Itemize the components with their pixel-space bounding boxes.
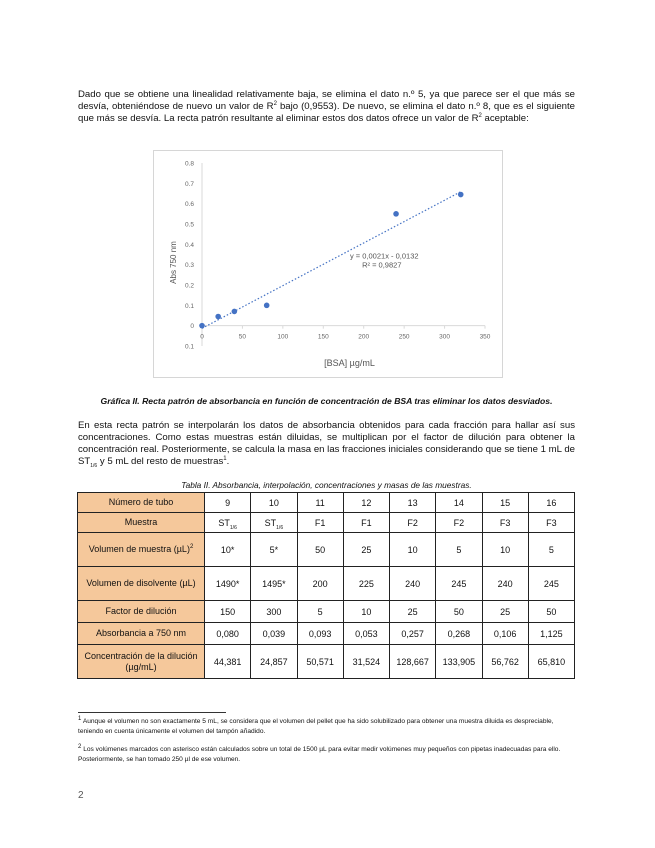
table-cell — [390, 645, 436, 679]
table-cell — [205, 645, 251, 679]
r2-superscript: 2 — [478, 112, 482, 119]
row-header-label: Volumen de muestra (µL) — [88, 544, 190, 554]
row-header — [78, 601, 205, 623]
results-table — [77, 492, 575, 679]
cell-value: 12 — [361, 497, 372, 508]
cell-value: 50 — [546, 606, 557, 617]
cell-value: 0,257 — [401, 628, 424, 639]
chart-canvas — [154, 151, 502, 377]
cell-value: 56,762 — [491, 656, 519, 667]
y-axis-label: Abs 750 nm — [169, 241, 178, 284]
table-cell — [297, 513, 343, 533]
footnote-text: Aunque el volumen no son exactamente 5 mL, se considera que el volumen del pellet que ha sido solubilizado para obtener una muestra diluida es despreciable, teniendo en cuenta únicamente el volumen del tampón añadido. — [78, 718, 554, 735]
table-cell — [343, 601, 389, 623]
row-header — [78, 513, 205, 533]
table-cell — [482, 533, 528, 567]
cell-value: F2 — [453, 517, 465, 528]
table-cell — [390, 567, 436, 601]
table-caption: Tabla II. Absorbancia, interpolación, concentraciones y masas de las muestras. — [181, 480, 472, 490]
cell-value: 1490* — [215, 578, 240, 589]
paragraph-2-text: En esta recta patrón se interpolarán los datos de absorbancia obtenidos para cada fracción para hallar así sus concentraciones. Como estas muestras están diluidas, se multiplican por el factor de dilución para obtener la concentración real. Posteriormente, se calcula la masa en las fracciones iniciales considerando que se tiene 1 mL de ST — [78, 420, 575, 467]
table-cell — [297, 493, 343, 513]
intro-text-1: Dado que se obtiene una linealidad relativamente baja, se elimina el dato n.º 5, ya que parece ser el que más se desvía, obteniéndose de nuevo un valor de R — [78, 89, 575, 112]
data-point — [199, 323, 205, 329]
intro-paragraph — [78, 89, 575, 125]
table-cell — [343, 645, 389, 679]
x-tick-label: 0 — [200, 333, 204, 341]
st-subscript: 1/6 — [90, 462, 98, 469]
y-tick-label: 0.1 — [184, 343, 194, 351]
table-row — [78, 645, 575, 679]
cell-value: 0,093 — [308, 628, 332, 639]
cell-value: 10* — [220, 544, 235, 555]
intro-text-2: bajo (0,9553). De nuevo, se elimina el dato n.º 8, que es el siguiente que más se desvía. La recta patrón resultante al eliminar estos dos datos ofrece un valor de R — [78, 101, 575, 124]
cell-value: 24,857 — [260, 656, 288, 667]
cell-value: 200 — [312, 578, 328, 589]
cell-value: 65,810 — [537, 656, 566, 667]
table-cell — [528, 533, 574, 567]
row-header-label: Factor de dilución — [105, 606, 177, 616]
cell-value: 25 — [407, 606, 418, 617]
cell-value: 9 — [225, 497, 231, 508]
table-cell — [205, 623, 251, 645]
cell-value: 50,571 — [306, 656, 334, 667]
cell-value: 0,080 — [216, 628, 239, 639]
cell-value: 1,125 — [540, 628, 563, 639]
table-row — [78, 601, 575, 623]
table-row — [78, 623, 575, 645]
table-row — [78, 493, 575, 513]
cell-value: 240 — [405, 578, 421, 589]
intro-text-3: aceptable: — [481, 113, 529, 124]
table-cell — [297, 567, 343, 601]
y-tick-label: 0.3 — [184, 262, 194, 270]
row-header — [78, 567, 205, 601]
cell-value: 1495* — [262, 578, 286, 589]
cell-value: 25 — [500, 606, 511, 617]
table-cell — [482, 513, 528, 533]
cell-value: 13 — [407, 497, 418, 508]
cell-value: 225 — [358, 578, 374, 589]
table-cell — [297, 623, 343, 645]
table-cell — [390, 533, 436, 567]
row-header-label: Absorbancia a 750 nm — [95, 628, 187, 638]
cell-value: 5 — [317, 606, 323, 617]
row-header — [78, 645, 205, 679]
paragraph-2-end: . — [226, 456, 230, 467]
cell-value: 10 — [500, 544, 511, 555]
y-tick-label: 0.7 — [184, 180, 194, 188]
table-cell — [482, 493, 528, 513]
table-cell — [528, 567, 574, 601]
row-header — [78, 533, 205, 567]
data-point — [232, 309, 238, 315]
table-cell — [436, 533, 482, 567]
footnote-ref-1: 1 — [223, 455, 227, 462]
row-header-label: Volumen de disolvente (µL) — [86, 578, 196, 588]
data-point — [264, 303, 270, 309]
row-header-label: Número de tubo — [108, 497, 174, 507]
r2-label: R² = 0,9827 — [362, 260, 402, 270]
cell-value: 5 — [548, 544, 554, 555]
y-tick-label: 0.5 — [184, 221, 194, 229]
footnote-number: 1 — [78, 715, 82, 722]
table-cell — [482, 623, 528, 645]
row-header — [78, 493, 205, 513]
table-cell — [205, 601, 251, 623]
cell-value: 14 — [453, 497, 464, 508]
table-cell — [343, 567, 389, 601]
table-cell — [343, 493, 389, 513]
table-cell — [390, 513, 436, 533]
table-cell — [205, 567, 251, 601]
x-tick-label: 350 — [479, 333, 491, 341]
cell-value: 0,268 — [447, 628, 471, 639]
table-cell — [436, 567, 482, 601]
data-point — [393, 211, 399, 217]
x-tick-label: 200 — [358, 333, 370, 341]
row-header — [78, 623, 205, 645]
y-tick-label: 0.6 — [184, 201, 194, 209]
table-cell — [482, 567, 528, 601]
table-cell — [528, 645, 574, 679]
x-tick-label: 150 — [317, 333, 329, 341]
equation-label: y = 0,0021x - 0,0132 — [349, 251, 419, 261]
table-cell — [251, 567, 297, 601]
table-cell — [251, 533, 297, 567]
x-tick-label: 250 — [398, 333, 410, 341]
cell-value: 50 — [315, 544, 326, 555]
cell-value: 16 — [546, 497, 557, 508]
table-row — [78, 533, 575, 567]
table-cell — [205, 513, 251, 533]
y-tick-label: 0.1 — [184, 302, 194, 310]
table-cell — [297, 645, 343, 679]
cell-value: 0,053 — [355, 628, 378, 639]
row-header-label: Muestra — [124, 517, 158, 527]
cell-value: 300 — [266, 606, 282, 617]
cell-value: ST — [218, 517, 230, 528]
table-row — [78, 513, 575, 533]
trendline — [202, 192, 461, 329]
table-cell — [297, 533, 343, 567]
y-tick-label: 0.8 — [184, 160, 194, 168]
cell-value: ST — [264, 517, 277, 528]
cell-value: 15 — [500, 497, 511, 508]
table-row — [78, 567, 575, 601]
table-cell — [436, 645, 482, 679]
table-cell — [343, 513, 389, 533]
cell-value: 25 — [361, 544, 372, 555]
table-cell — [251, 493, 297, 513]
paragraph-2 — [78, 420, 575, 468]
calibration-chart — [153, 150, 503, 378]
table-cell — [343, 623, 389, 645]
footnote-1 — [78, 717, 575, 737]
footnote-2 — [78, 745, 575, 765]
y-tick-label: 0.2 — [184, 282, 194, 290]
table-cell — [390, 601, 436, 623]
table-cell — [205, 493, 251, 513]
table-cell — [251, 623, 297, 645]
table-cell — [205, 533, 251, 567]
table-cell — [482, 645, 528, 679]
cell-value: F3 — [499, 517, 511, 528]
data-point — [458, 192, 464, 198]
cell-value: 10 — [268, 497, 279, 508]
cell-value: 150 — [220, 606, 236, 617]
cell-value: F3 — [546, 517, 557, 528]
r2-superscript: 2 — [273, 100, 277, 107]
footnote-number: 2 — [78, 743, 82, 750]
data-point — [215, 314, 221, 320]
table-cell — [436, 623, 482, 645]
paragraph-2-mid: y 5 mL del resto de muestras — [97, 456, 224, 467]
table-cell — [251, 513, 297, 533]
cell-value: 5 — [456, 544, 462, 555]
cell-value: 50 — [453, 606, 464, 617]
x-axis-label: [BSA] µg/mL — [324, 358, 375, 368]
cell-value: 0,039 — [262, 628, 286, 639]
cell-value: 133,905 — [442, 656, 476, 667]
table-cell — [436, 513, 482, 533]
cell-value: 245 — [451, 578, 467, 589]
table-cell — [528, 601, 574, 623]
cell-subscript: 1/6 — [229, 524, 237, 531]
table-cell — [390, 623, 436, 645]
table-cell — [251, 601, 297, 623]
cell-value: 10 — [361, 606, 372, 617]
y-tick-label: 0 — [190, 323, 194, 331]
cell-value: 128,667 — [396, 656, 429, 667]
cell-value: F2 — [407, 517, 418, 528]
table-cell — [297, 601, 343, 623]
table-cell — [528, 513, 574, 533]
cell-value: 31,524 — [352, 656, 381, 667]
cell-value: 11 — [315, 497, 325, 508]
cell-value: F1 — [361, 517, 372, 528]
x-tick-label: 100 — [277, 333, 289, 341]
page-number: 2 — [78, 790, 84, 801]
cell-value: 10 — [407, 544, 418, 555]
cell-value: 44,381 — [213, 656, 242, 667]
x-tick-label: 50 — [238, 333, 247, 341]
footnote-separator — [78, 712, 226, 713]
table-cell — [390, 493, 436, 513]
footnote-text: Los volúmenes marcados con asterisco están calculados sobre un total de 1500 µL para evitar medir volúmenes muy pequeños con pipetas inadecuadas para ello. Posteriormente, se han tomado 250 µl de ese volumen. — [78, 746, 561, 763]
cell-value: F1 — [314, 517, 326, 528]
table-cell — [528, 623, 574, 645]
x-tick-label: 300 — [439, 333, 451, 341]
table-cell — [482, 601, 528, 623]
row-header-label: Concentración de la dilución (µg/mL) — [84, 650, 198, 672]
table-cell — [436, 493, 482, 513]
figure-caption: Gráfica II. Recta patrón de absorbancia en función de concentración de BSA tras eliminar los datos desviados. — [100, 396, 553, 406]
cell-value: 240 — [497, 578, 513, 589]
cell-subscript: 1/6 — [276, 524, 284, 531]
cell-value: 5* — [269, 544, 279, 555]
footnote-ref: 2 — [189, 544, 194, 550]
y-tick-label: 0.4 — [184, 241, 194, 249]
table-cell — [251, 645, 297, 679]
table-cell — [528, 493, 574, 513]
table-cell — [436, 601, 482, 623]
cell-value: 0,106 — [493, 628, 517, 639]
cell-value: 245 — [543, 578, 559, 589]
table-cell — [343, 533, 389, 567]
